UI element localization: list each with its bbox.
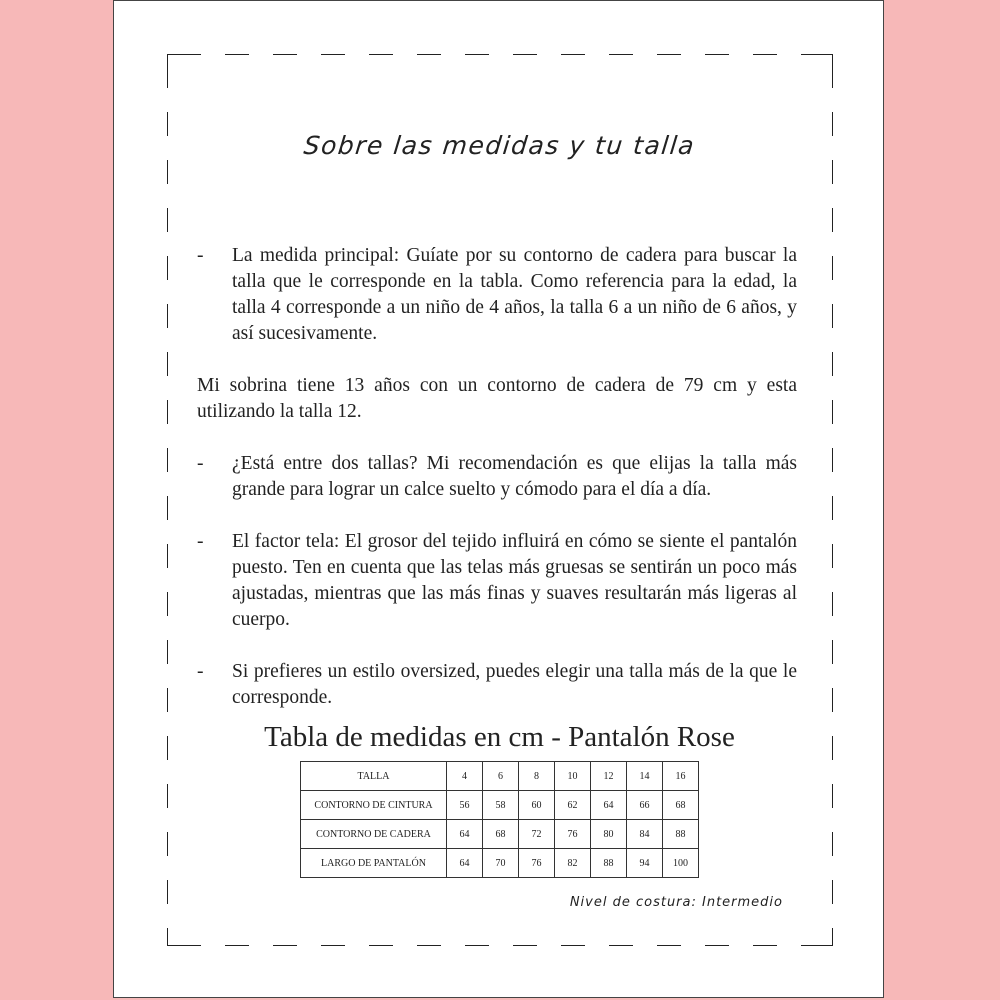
table-title: Tabla de medidas en cm - Pantalón Rose xyxy=(264,721,735,753)
sewing-level: Nivel de costura: Intermedio xyxy=(569,895,783,910)
row-label: LARGO DE PANTALÓN xyxy=(301,849,447,878)
bullet-dash: - xyxy=(197,661,204,682)
row-label: TALLA xyxy=(301,762,447,791)
table-cell: 66 xyxy=(627,791,663,820)
table-row xyxy=(301,791,699,820)
table-cell: 58 xyxy=(483,791,519,820)
size-table xyxy=(300,761,699,878)
bullet-text: Si prefieres un estilo oversized, puedes elegir una talla más de la que le corresponde. xyxy=(232,661,797,708)
table-cell: 100 xyxy=(663,849,699,878)
table-cell: 16 xyxy=(663,762,699,791)
table-cell: 6 xyxy=(483,762,519,791)
table-cell: 68 xyxy=(483,820,519,849)
table-row xyxy=(301,849,699,878)
table-cell: 64 xyxy=(447,849,483,878)
row-label: CONTORNO DE CADERA xyxy=(301,820,447,849)
body-text xyxy=(197,243,797,711)
table-row xyxy=(301,762,699,791)
bullet-dash: - xyxy=(197,531,204,552)
table-cell: 76 xyxy=(519,849,555,878)
bullet-item xyxy=(197,529,797,633)
table-cell: 64 xyxy=(447,820,483,849)
table-cell: 14 xyxy=(627,762,663,791)
table-cell: 64 xyxy=(591,791,627,820)
table-cell: 12 xyxy=(591,762,627,791)
table-cell: 88 xyxy=(663,820,699,849)
table-cell: 72 xyxy=(519,820,555,849)
table-cell: 82 xyxy=(555,849,591,878)
bullet-item xyxy=(197,243,797,347)
table-cell: 68 xyxy=(663,791,699,820)
note-paragraph: Mi sobrina tiene 13 años con un contorno de cadera de 79 cm y esta utilizando la talla 12. xyxy=(197,375,797,422)
table-cell: 56 xyxy=(447,791,483,820)
table-cell: 70 xyxy=(483,849,519,878)
document-page xyxy=(113,0,884,998)
table-row xyxy=(301,820,699,849)
page-title: Sobre las medidas y tu talla xyxy=(302,131,697,160)
bullet-dash: - xyxy=(197,453,204,474)
bullet-dash: - xyxy=(197,245,204,266)
table-cell: 84 xyxy=(627,820,663,849)
table-cell: 76 xyxy=(555,820,591,849)
table-cell: 8 xyxy=(519,762,555,791)
bullet-text: El factor tela: El grosor del tejido influirá en cómo se siente el pantalón puesto. Ten en cuenta que las telas más gruesas se sentirán un poco más ajustadas, mientras que las más finas y suaves resultarán más ligeras al cuerpo. xyxy=(232,531,797,630)
table-cell: 10 xyxy=(555,762,591,791)
bullet-item xyxy=(197,451,797,503)
table-cell: 4 xyxy=(447,762,483,791)
table-cell: 88 xyxy=(591,849,627,878)
table-cell: 60 xyxy=(519,791,555,820)
bullet-item xyxy=(197,659,797,711)
row-label: CONTORNO DE CINTURA xyxy=(301,791,447,820)
bullet-text: La medida principal: Guíate por su contorno de cadera para buscar la talla que le corresponde en la tabla. Como referencia para la edad, la talla 4 corresponde a un niño de 4 años, la talla 6 a un niño de 6 años, y así sucesivamente. xyxy=(232,245,797,344)
table-cell: 80 xyxy=(591,820,627,849)
table-cell: 62 xyxy=(555,791,591,820)
bullet-text: ¿Está entre dos tallas? Mi recomendación es que elijas la talla más grande para lograr un calce suelto y cómodo para el día a día. xyxy=(232,453,797,500)
table-cell: 94 xyxy=(627,849,663,878)
